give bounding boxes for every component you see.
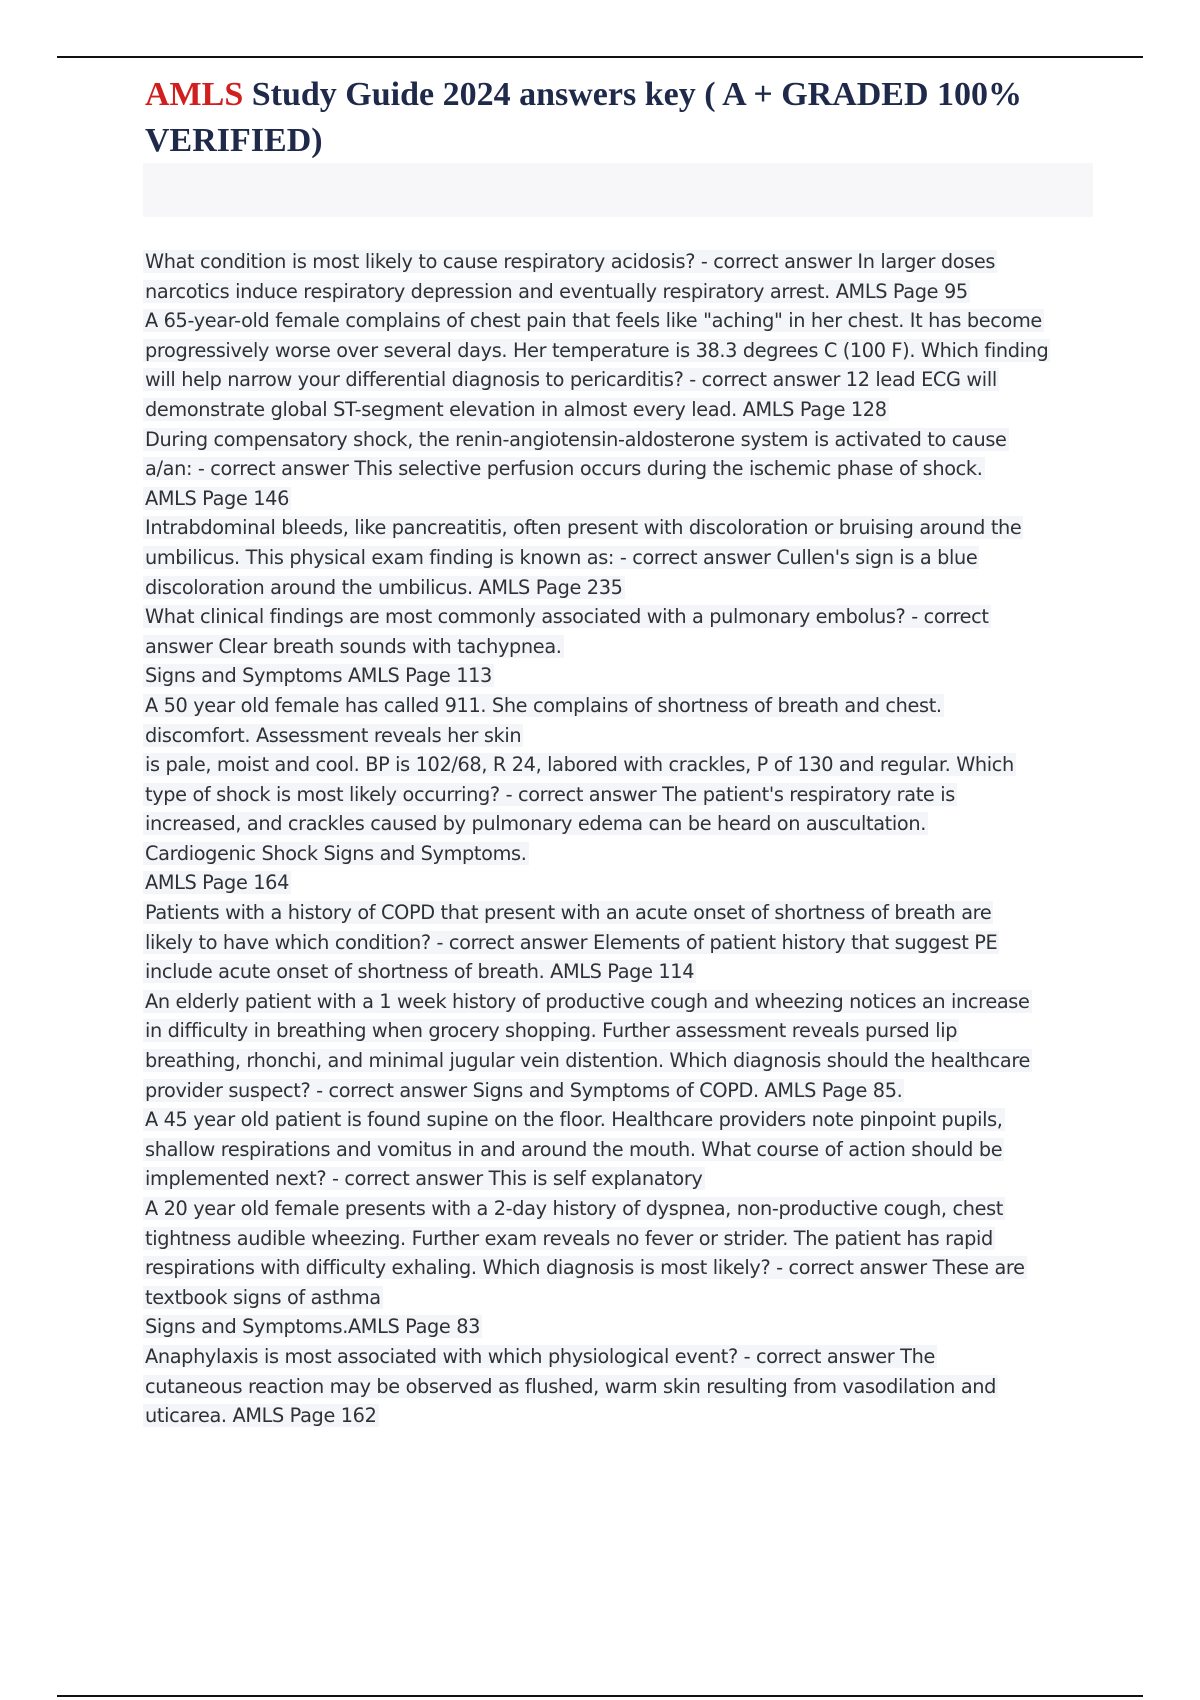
text-line: A 45 year old patient is found supine on the floor. Healthcare providers note pinpoint pupils, <box>145 1108 1003 1132</box>
text-line: A 50 year old female has called 911. She complains of shortness of breath and chest. <box>145 693 942 717</box>
text-line: provider suspect? - correct answer Signs and Symptoms of COPD. AMLS Page 85. <box>145 1078 903 1102</box>
text-line: Patients with a history of COPD that present with an acute onset of shortness of breath are <box>145 901 992 925</box>
text-line: A 20 year old female presents with a 2-day history of dyspnea, non-productive cough, chest <box>145 1197 1003 1220</box>
text-line: Signs and Symptoms.AMLS Page 83 <box>145 1315 481 1339</box>
text-line: A 65-year-old female complains of chest pain that feels like "aching" in her chest. It has become <box>145 309 1042 333</box>
text-line: AMLS Page 164 <box>145 871 289 895</box>
text-line: in difficulty in breathing when grocery shopping. Further assessment reveals pursed lip <box>145 1019 958 1043</box>
text-line: type of shock is most likely occurring? - correct answer The patient's respiratory rate is <box>145 782 955 806</box>
text-line: implemented next? - correct answer This is self explanatory <box>145 1167 703 1191</box>
text-line: Intrabdominal bleeds, like pancreatitis, often present with discoloration or bruising around the <box>145 516 1022 540</box>
document-title <box>145 72 1105 164</box>
text-line: umbilicus. This physical exam finding is known as: - correct answer Cullen's sign is a blue <box>145 545 978 569</box>
text-line: narcotics induce respiratory depression and eventually respiratory arrest. AMLS Page 95 <box>145 279 968 303</box>
title-text: Study Guide 2024 answers key ( A + GRADED 100% VERIFIED) <box>145 76 1023 159</box>
text-line: progressively worse over several days. Her temperature is 38.3 degrees C (100 F). Which finding <box>145 338 1049 362</box>
text-line: answer Clear breath sounds with tachypnea. <box>145 634 562 658</box>
text-line: shallow respirations and vomitus in and around the mouth. What course of action should be <box>145 1137 1003 1161</box>
text-line: AMLS Page 146 <box>145 486 289 510</box>
text-line: is pale, moist and cool. BP is 102/68, R 24, labored with crackles, P of 130 and regular. Which <box>145 753 1014 777</box>
text-line: a/an: - correct answer This selective perfusion occurs during the ischemic phase of shock. <box>145 457 983 481</box>
text-line: tightness audible wheezing. Further exam reveals no fever or strider. The patient has rapid <box>145 1226 993 1250</box>
text-line: include acute onset of shortness of breath. AMLS Page 114 <box>145 960 695 984</box>
text-line: respirations with difficulty exhaling. Which diagnosis is most likely? - correct answer These are <box>145 1256 1025 1280</box>
text-line: uticarea. AMLS Page 162 <box>145 1404 377 1428</box>
bottom-rule <box>57 1695 1143 1697</box>
text-line: An elderly patient with a 1 week history of productive cough and wheezing notices an increase <box>145 989 1030 1013</box>
text-line: What clinical findings are most commonly associated with a pulmonary embolus? - correct <box>145 605 989 629</box>
text-line: discomfort. Assessment reveals her skin <box>145 723 522 747</box>
text-line: cutaneous reaction may be observed as flushed, warm skin resulting from vasodilation and <box>145 1374 997 1398</box>
title-accent: AMLS <box>145 76 244 113</box>
text-line: What condition is most likely to cause respiratory acidosis? - correct answer In larger doses <box>145 250 996 273</box>
text-line: will help narrow your differential diagnosis to pericarditis? - correct answer 12 lead ECG will <box>145 368 997 392</box>
top-rule <box>57 56 1143 58</box>
qa-content <box>143 247 1103 1431</box>
text-line: textbook signs of asthma <box>145 1285 381 1309</box>
title-band <box>143 163 1093 217</box>
text-line: breathing, rhonchi, and minimal jugular vein distention. Which diagnosis should the healthcare <box>145 1049 1030 1073</box>
text-line: likely to have which condition? - correct answer Elements of patient history that suggest PE <box>145 930 998 954</box>
text-line: Cardiogenic Shock Signs and Symptoms. <box>145 841 527 865</box>
text-line: Signs and Symptoms AMLS Page 113 <box>145 664 492 688</box>
text-line: During compensatory shock, the renin-angiotensin-aldosterone system is activated to cause <box>145 427 1007 451</box>
text-line: discoloration around the umbilicus. AMLS Page 235 <box>145 575 623 599</box>
text-line: Anaphylaxis is most associated with which physiological event? - correct answer The <box>145 1344 935 1368</box>
text-line: demonstrate global ST-segment elevation in almost every lead. AMLS Page 128 <box>145 397 887 421</box>
text-line: increased, and crackles caused by pulmonary edema can be heard on auscultation. <box>145 812 926 836</box>
